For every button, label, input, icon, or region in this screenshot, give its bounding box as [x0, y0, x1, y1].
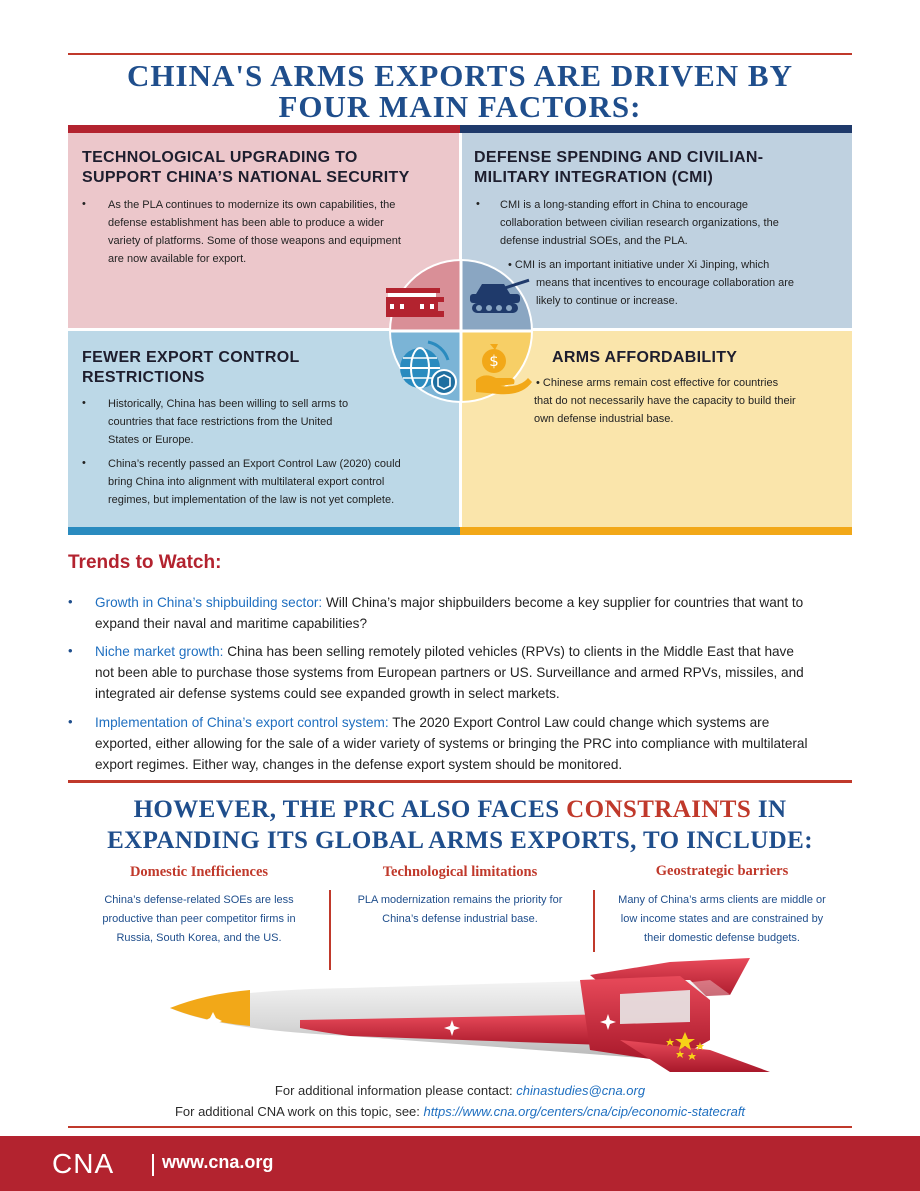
- trend-bullet-3-marker: •: [68, 714, 73, 729]
- controls-heading: FEWER EXPORT CONTROL RESTRICTIONS: [82, 349, 300, 386]
- trend-shipbuilding: Growth in China’s shipbuilding sector: Will China’s major shipbuilders become a key supplier for countries that want to expand their naval and maritime capabilities?: [95, 595, 804, 631]
- spending-bullet-1: CMI is a long-standing effort in China to encourage collaboration between civilian research organizations, the defense industrial SOEs, and the PLA.: [500, 199, 779, 247]
- contact-email-link[interactable]: chinastudies@cna.org: [516, 1083, 646, 1098]
- top-rule: [68, 53, 852, 55]
- constraints-title: HOWEVER, THE PRC ALSO FACES CONSTRAINTS IN EXPANDING ITS GLOBAL ARMS EXPORTS, TO INCLUDE:: [107, 796, 813, 854]
- middle-rule: [68, 780, 852, 783]
- trend-niche-market: Niche market growth: China has been selling remotely piloted vehicles (RPVs) to clients in the Middle East that have not been able to purchase those systems from European partners or US. Surveillance and armed RPVs, missiles, and integrated air defense systems could see expanded growth in select markets.: [95, 644, 804, 701]
- bottom-rule: [68, 1126, 852, 1128]
- controls-bullet-marker-2: •: [82, 457, 86, 469]
- cna-logo: CNA: [52, 1148, 115, 1179]
- tiananmen-gate-icon: [386, 288, 444, 317]
- constraint-tech-text: PLA modernization remains the priority for China’s defense industrial base.: [357, 894, 563, 925]
- svg-text:$: $: [489, 352, 499, 370]
- controls-bullet-1: Historically, China has been willing to sell arms to countries that face restrictions from the United States or Europe.: [108, 398, 349, 446]
- cna-statecraft-link[interactable]: https://www.cna.org/centers/cna/cip/economic-statecraft: [423, 1104, 746, 1119]
- tech-heading: TECHNOLOGICAL UPGRADING TO SUPPORT CHINA’S NATIONAL SECURITY: [82, 149, 410, 186]
- constraint-geo-text: Many of China’s arms clients are middle or low income states and are constrained by their domestic defense budgets.: [618, 894, 826, 944]
- tech-bullet-marker: •: [82, 198, 86, 210]
- spending-bullet-2: • CMI is an important initiative under Xi Jinping, which means that incentives to encourage collaboration are likely to continue or increase.: [508, 259, 795, 307]
- factors-center-graphic: [386, 256, 536, 406]
- trend-export-control: Implementation of China’s export control system: The 2020 Export Control Law could change which systems are exported, either allowing for the sale of a wider variety of systems or bringing the PRC into compliance with multilateral export regimes. Either way, changes in the defense export system should be monitored.: [95, 715, 808, 772]
- spending-heading: DEFENSE SPENDING AND CIVILIAN- MILITARY INTEGRATION (CMI): [474, 149, 764, 186]
- controls-bullet-2: China’s recently passed an Export Control Law (2020) could bring China into alignment with multilateral export control regimes, but implementation of the law is not yet complete.: [108, 458, 401, 506]
- footer-bar: [0, 1136, 920, 1191]
- trend-bullet-1-marker: •: [68, 594, 73, 609]
- page-title: [68, 60, 852, 122]
- controls-bullet-marker-1: •: [82, 397, 86, 409]
- contact-line-1: For additional information please contact: chinastudies@cna.org: [274, 1083, 646, 1098]
- footer-url-link[interactable]: www.cna.org: [162, 1152, 274, 1172]
- title-line-2: FOUR MAIN FACTORS:: [278, 89, 642, 124]
- contact-line-2: For additional CNA work on this topic, see: https://www.cna.org/centers/cna/cip/economic-statecraft: [174, 1104, 746, 1119]
- title-line-1: CHINA'S ARMS EXPORTS ARE DRIVEN BY: [127, 58, 793, 93]
- footer-separator: [152, 1154, 154, 1176]
- afford-heading: ARMS AFFORDABILITY: [552, 349, 738, 366]
- spending-bullet-marker: •: [476, 198, 480, 210]
- trend-bullet-2-marker: •: [68, 643, 73, 658]
- missile-illustration: [150, 950, 790, 1075]
- constraint-domestic-text: China’s defense-related SOEs are less productive than peer competitor firms in Russia, South Korea, and the US.: [102, 894, 296, 944]
- constraint-domestic-heading: Domestic Inefficiences: [129, 864, 269, 880]
- afford-bullet-1: • Chinese arms remain cost effective for countries that do not necessarily have the capacity to build their own defense industrial base.: [534, 377, 796, 425]
- constraint-geo-heading: Geostrategic barriers: [655, 863, 789, 879]
- constraint-tech-heading: Technological limitations: [382, 864, 538, 880]
- constraint-divider-2: [593, 890, 595, 952]
- trends-title: Trends to Watch:: [68, 552, 222, 573]
- tech-bullet-1: As the PLA continues to modernize its own capabilities, the defense establishment has been able to produce a wider variety of platforms. Some of those weapons and equipment are now available for export.: [108, 199, 401, 265]
